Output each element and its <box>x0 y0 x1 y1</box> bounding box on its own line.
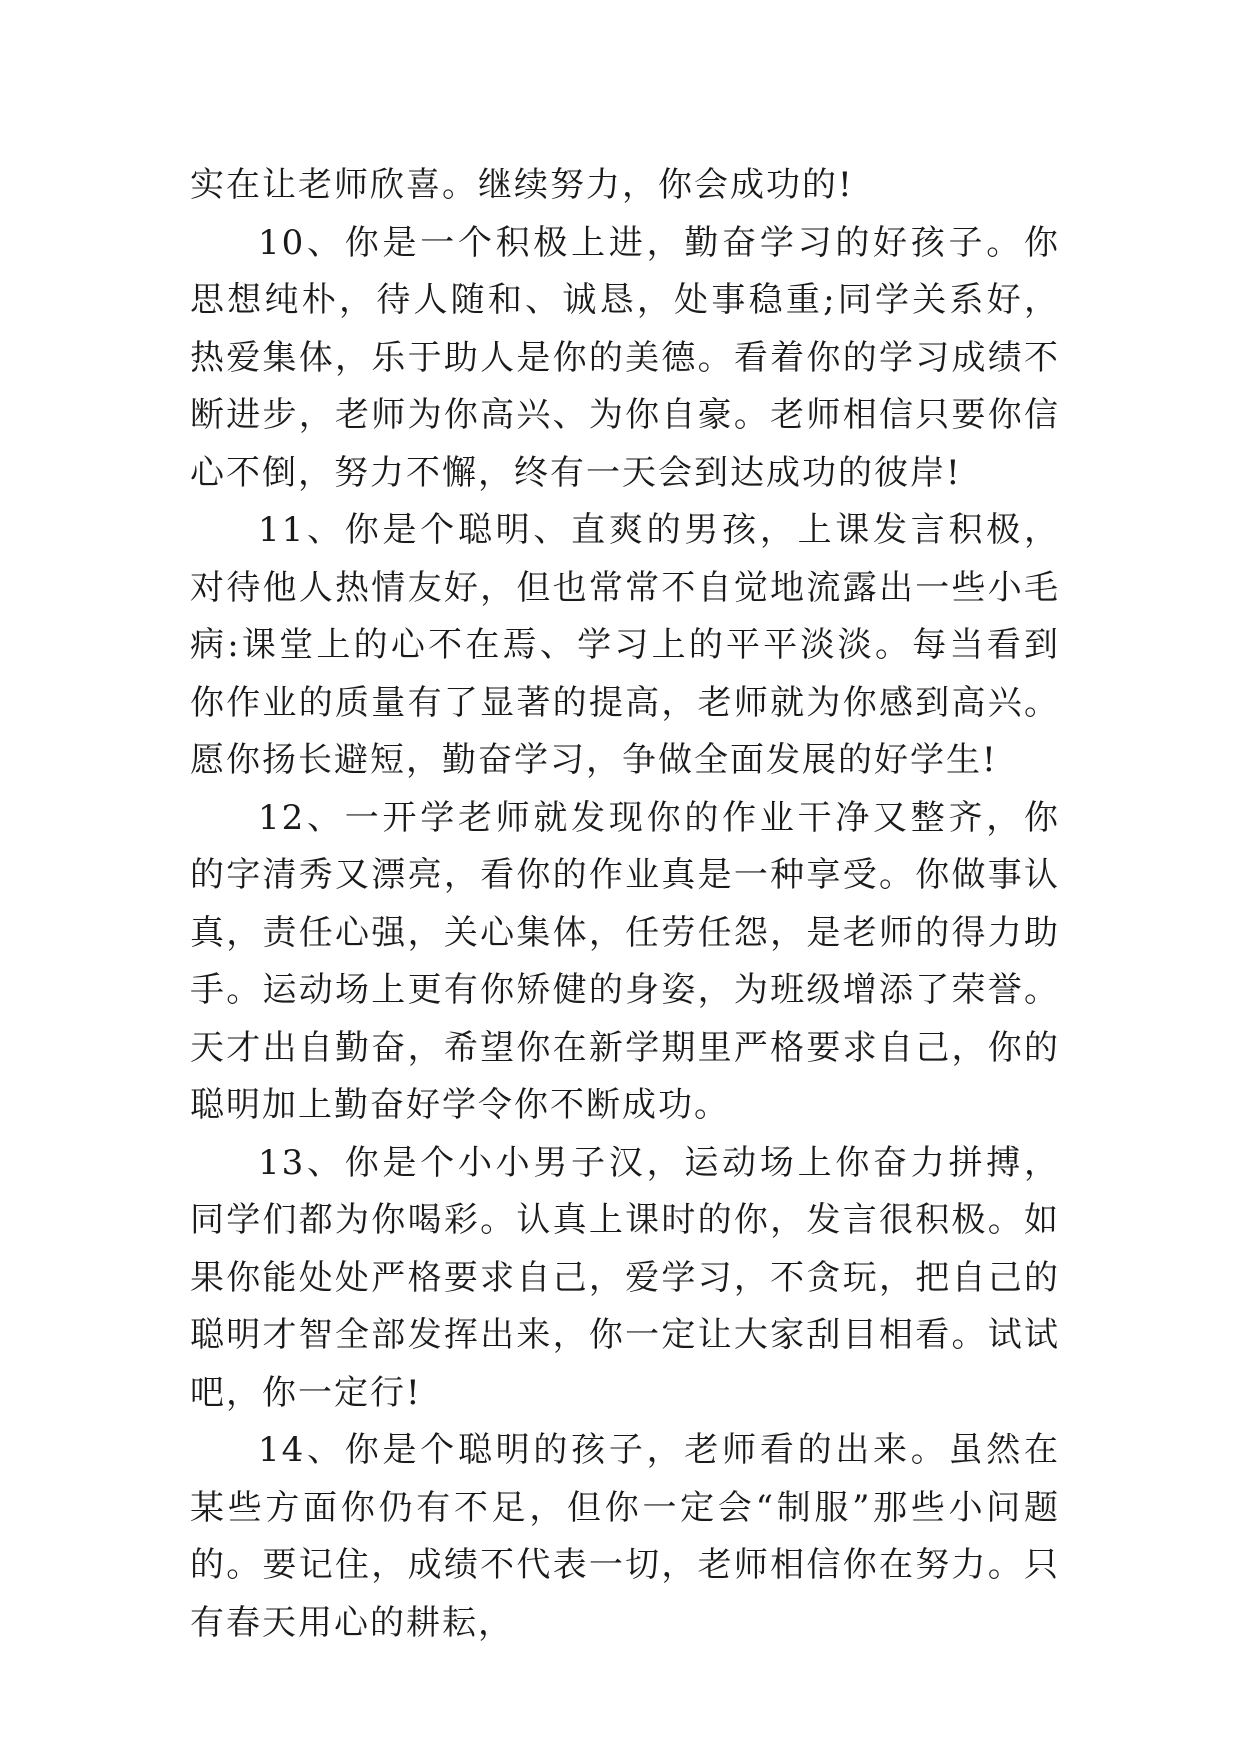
document-body <box>190 157 1060 1652</box>
paragraph-continuation: 实在让老师欣喜。继续努力，你会成功的! <box>190 165 854 205</box>
paragraph-comment-10: 10、你是一个积极上进，勤奋学习的好孩子。你思想纯朴，待人随和、诚恳，处事稳重;同学关系好，热爱集体，乐于助人是你的美德。看着你的学习成绩不断进步，老师为你高兴、为你自豪。老师相信只要你信心不倒，努力不懈，终有一天会到达成功的彼岸! <box>190 222 1060 493</box>
paragraph-comment-12: 12、一开学老师就发现你的作业干净又整齐，你的字清秀又漂亮，看你的作业真是一种享受。你做事认真，责任心强，关心集体，任劳任怨，是老师的得力助手。运动场上更有你矫健的身姿，为班级增添了荣誉。天才出自勤奋，希望你在新学期里严格要求自己，你的聪明加上勤奋好学令你不断成功。 <box>190 797 1060 1125</box>
paragraph-comment-11: 11、你是个聪明、直爽的男孩，上课发言积极，对待他人热情友好，但也常常不自觉地流露出一些小毛病:课堂上的心不在焉、学习上的平平淡淡。每当看到你作业的质量有了显著的提高，老师就为你感到高兴。愿你扬长避短，勤奋学习，争做全面发展的好学生! <box>190 510 1060 780</box>
paragraph-comment-13: 13、你是个小小男子汉，运动场上你奋力拼搏，同学们都为你喝彩。认真上课时的你，发言很积极。如果你能处处严格要求自己，爱学习，不贪玩，把自己的聪明才智全部发挥出来，你一定让大家刮目相看。试试吧，你一定行! <box>190 1142 1060 1413</box>
paragraph-comment-14: 14、你是个聪明的孩子，老师看的出来。虽然在某些方面你仍有不足，但你一定会“制服”那些小问题的。要记住，成绩不代表一切，老师相信你在努力。只有春天用心的耕耘， <box>190 1430 1060 1643</box>
